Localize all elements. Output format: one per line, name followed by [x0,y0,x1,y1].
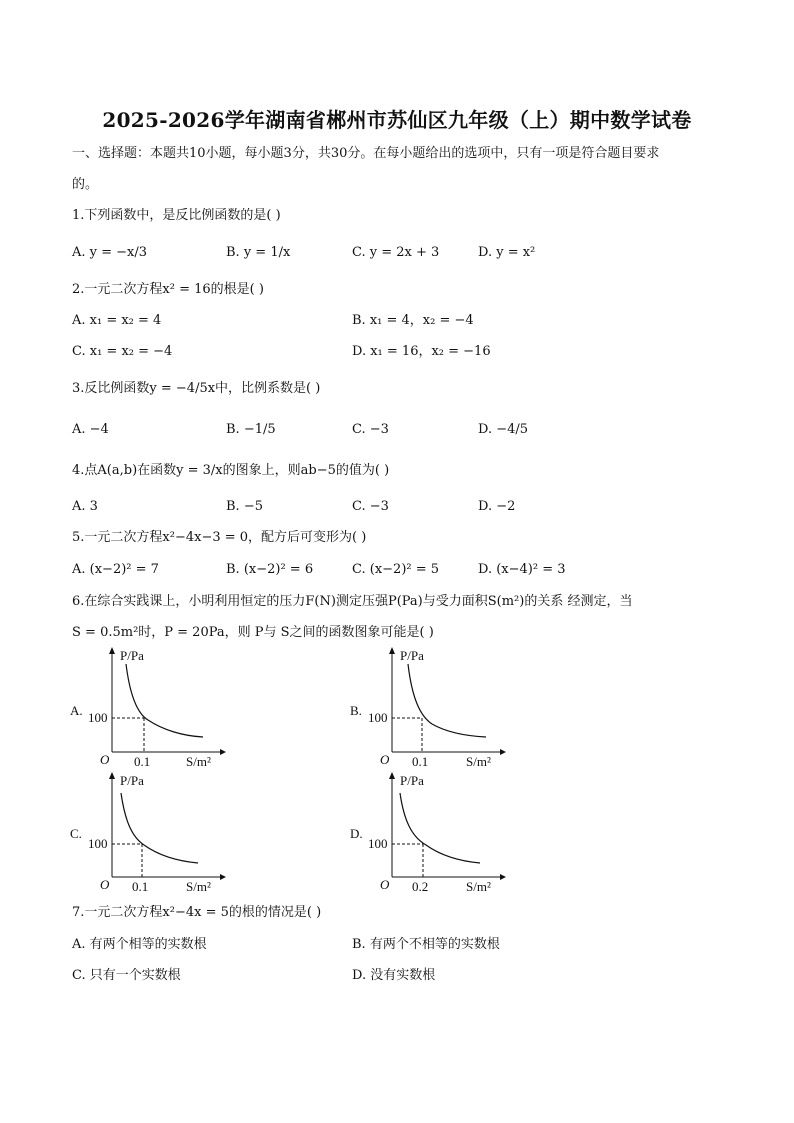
question-1-option-b: B. y = 1/x [226,245,291,260]
question-5-option-b: B. (x−2)² = 6 [226,562,314,577]
question-4-option-a: A. 3 [72,499,98,514]
graph-b-x-tick: 0.1 [412,754,429,769]
question-1-option-c: C. y = 2x + 3 [352,245,440,260]
graph-d-y-label: P/Pa [400,773,424,788]
graph-d-curve [400,793,480,863]
graph-option-c [68,771,228,895]
question-2-option-a: A. x₁ = x₂ = 4 [72,313,162,328]
section-instruction-cont: 的。 [72,177,99,192]
question-7-option-d: D. 没有实数根 [352,968,436,983]
question-7-stem: 7.一元二次方程x²−4x = 5的根的情况是( ) [72,905,322,920]
question-4-option-d: D. −2 [478,499,516,514]
graph-option-d [348,771,508,895]
question-7-option-b: B. 有两个不相等的实数根 [352,937,500,952]
graph-a-origin: O [100,752,110,767]
section-instruction: 一、选择题：本题共10小题，每小题3分，共30分。在每小题给出的选项中，只有一项是符合题目要求 [72,146,660,161]
graph-c-origin: O [100,877,110,892]
question-7-option-a: A. 有两个相等的实数根 [72,937,207,952]
graph-b-curve [408,664,486,737]
graph-d-x-label: S/m² [466,879,491,894]
graph-b-x-label: S/m² [466,754,491,769]
question-6-stem: 6.在综合实践课上，小明利用恒定的压力F(N)测定压强P(Pa)与受力面积S(m²)的关系 经测定，当 [72,594,633,609]
graph-a-x-arrow [220,749,226,755]
question-1-option-a: A. y = −x/3 [72,245,148,260]
graph-a-x-label: S/m² [186,754,211,769]
question-2-option-d: D. x₁ = 16，x₂ = −16 [352,344,491,359]
graph-a-label: A. [70,703,83,718]
graph-a-curve [126,664,203,737]
graph-a-y-arrow [109,647,115,654]
graph-a-y-label: P/Pa [120,648,144,663]
graph-d-label: D. [350,826,363,841]
graph-d-origin: O [380,877,390,892]
question-2-stem: 2.一元二次方程x² = 16的根是( ) [72,282,264,297]
question-3-option-d: D. −4/5 [478,422,529,437]
question-5-stem: 5.一元二次方程x²−4x−3 = 0，配方后可变形为( ) [72,530,367,545]
question-5-option-c: C. (x−2)² = 5 [352,562,440,577]
graph-b-y-label: P/Pa [400,648,424,663]
graph-b-y-arrow [389,647,395,654]
question-7-option-c: C. 只有一个实数根 [72,968,181,983]
question-1-option-d: D. y = x² [478,245,536,260]
graph-c-y-tick: 100 [88,836,108,851]
graph-c-x-arrow [220,874,226,880]
graph-d-x-tick: 0.2 [412,879,429,894]
question-2-option-b: B. x₁ = 4，x₂ = −4 [352,313,474,328]
graph-c-x-tick: 0.1 [132,879,149,894]
graph-b-origin: O [380,752,390,767]
graph-b-x-arrow [500,749,506,755]
question-2-option-c: C. x₁ = x₂ = −4 [72,344,173,359]
graph-d-x-arrow [500,874,506,880]
question-4-stem: 4.点A(a,b)在函数y = 3/x的图象上，则ab−5的值为( ) [72,463,390,478]
graph-c-y-arrow [109,772,115,779]
question-4-option-c: C. −3 [352,499,389,514]
question-4-option-b: B. −5 [226,499,263,514]
question-5-option-d: D. (x−4)² = 3 [478,562,566,577]
graph-option-b [348,646,508,770]
graph-b-y-tick: 100 [368,710,388,725]
question-3-option-c: C. −3 [352,422,389,437]
graph-a-y-tick: 100 [88,710,108,725]
question-1-stem: 1.下列函数中，是反比例函数的是( ) [72,208,281,223]
graph-c-y-label: P/Pa [120,773,144,788]
graph-b-label: B. [350,703,362,718]
question-5-option-a: A. (x−2)² = 7 [72,562,159,577]
question-3-option-b: B. −1/5 [226,422,276,437]
graph-c-x-label: S/m² [186,879,211,894]
question-3-stem: 3.反比例函数y = −4/5x中，比例系数是( ) [72,381,321,396]
graph-a-x-tick: 0.1 [134,754,151,769]
question-6-stem-cont: S = 0.5m²时，P = 20Pa，则 P与 S之间的函数图象可能是( ) [72,625,434,640]
graph-d-y-arrow [389,772,395,779]
question-3-option-a: A. −4 [72,422,109,437]
graph-d-y-tick: 100 [368,836,388,851]
graph-c-curve [121,793,198,863]
page-title: 2025-2026学年湖南省郴州市苏仙区九年级（上）期中数学试卷 [102,108,692,132]
graph-c-label: C. [70,826,82,841]
graph-option-a [68,646,228,770]
